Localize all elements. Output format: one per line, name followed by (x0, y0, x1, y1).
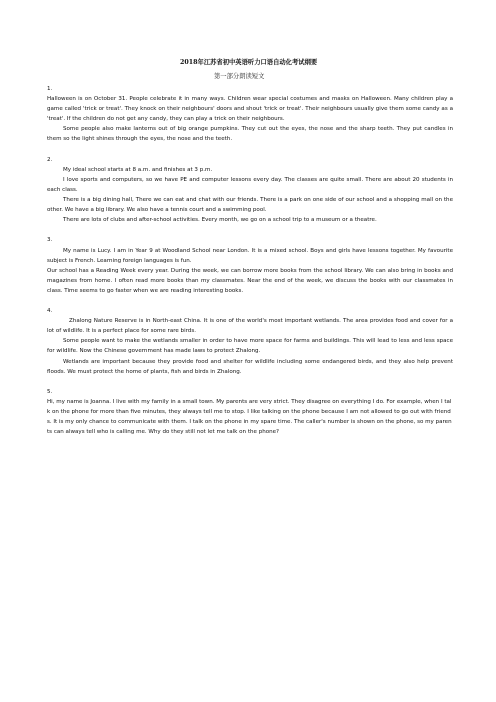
document-subtitle: 第一部分朗读短文 (214, 73, 265, 80)
passage-1 (47, 84, 453, 145)
passage-5 (47, 387, 453, 437)
paragraph: There are lots of clubs and after-school activities. Every month, we go on a school trip to a museum or a theatre. (63, 217, 377, 224)
paragraph: Wetlands are important because they provide food and shelter for wildlife including some endangered birds, and they also help prevent floods. We must protect the home of plants, fish and birds in Zhalong. (47, 358, 453, 375)
passage-number: 2. (47, 156, 53, 163)
passage-3 (47, 235, 453, 296)
passage-number: 1. (47, 86, 53, 92)
paragraph: Zhalong Nature Reserve is in North-east China. It is one of the world's most important wetlands. The area provides food and cover for a lot of wildlife. It is a perfect place for some rare birds. (47, 318, 453, 335)
paragraph: Our school has a Reading Week every year. During the week, we can borrow more books from the school library. We can also bring in books and magazines from home. I often read more books than my classmates. Near the end of the week, we discuss the books with our classmates in class. Time seems to go faster when we are reading interesting books. (47, 267, 453, 294)
paragraph: Hi, my name is Joanna. I live with my family in a small town. My parents are very strict. They disagree on everything I do. For example, when I talk on the phone for more than five minutes, they always tell me to stop. I like talking on the phone because I am not allowed to go out with friends. It is my only chance to communicate with them. I talk on the phone in my spare time. The caller's number is shown on the phone, so my parents can always tell who is calling me. Why do they still not let me talk on the phone? (47, 398, 452, 436)
passage-number: 3. (47, 237, 53, 244)
passage-2 (47, 155, 453, 226)
paragraph: My name is Lucy. I am in Year 9 at Woodland School near London. It is a mixed school. Boys and girls have lessons together. My favourite subject is French. Learning foreign languages is fun. (47, 247, 453, 264)
document-title: 2018年江苏省初中英语听力口语自动化考试纲要 (180, 59, 318, 66)
passage-number: 5. (47, 388, 53, 395)
document-body (47, 84, 453, 447)
passage-number: 4. (47, 308, 53, 315)
paragraph: There is a big dining hall, There we can eat and chat with our friends. There is a park on one side of our school and a shopping mall on the other. We have a big library. We also have a tennis court and a swimming pool. (47, 197, 453, 214)
passage-4 (47, 306, 453, 377)
paragraph: Halloween is on October 31. People celebrate it in many ways. Children wear special costumes and masks on Halloween. Many children play a game called 'trick or treat'. They knock on their neighbours' doors and shout 'trick or treat'. Their neighbours usually give them some candy as a 'treat'. If the children do not get any candy, they can play a trick on their neighbours. (47, 96, 453, 123)
paragraph: I love sports and computers, so we have PE and computer lessons every day. The classes are quite small. There are about 20 students in each class. (47, 176, 453, 193)
paragraph: Some people want to make the wetlands smaller in order to have more space for farms and buildings. This will lead to less and less space for wildlife. Now the Chinese government has made laws to protect Zhalong. (47, 338, 453, 355)
paragraph: My ideal school starts at 8 a.m. and finishes at 3 p.m. (63, 166, 213, 173)
paragraph: Some people also make lanterns out of big orange pumpkins. They cut out the eyes, the nose and the sharp teeth. They put candles in them so the light shines through the eyes, the nose and the teeth. (47, 126, 453, 143)
